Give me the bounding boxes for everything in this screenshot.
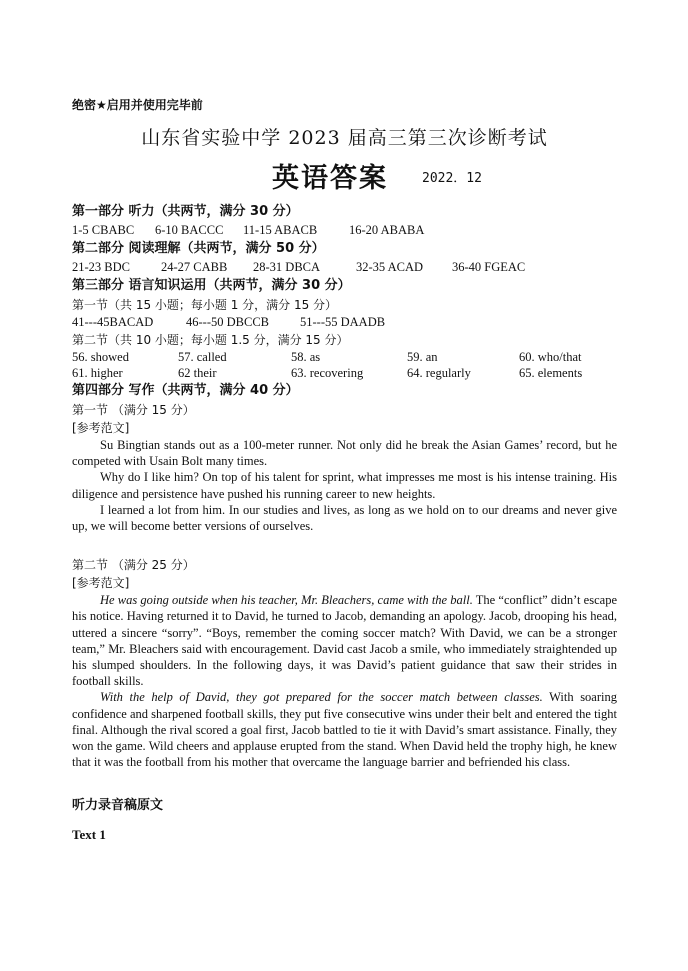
part1-answers [72,222,617,239]
school-exam-title: 山东省实验中学 2023 届高三第三次诊断考试 [141,127,548,149]
answer-group: 24-27 CABB [161,260,228,274]
essay1-paragraph: I learned a lot from him. In our studies and lives, as long as we hold on to our dreams and never give up, we will become better versions of ourselves. [72,502,617,534]
text1-label: Text 1 [72,827,106,843]
exam-date: 2022．12 [422,171,482,186]
part2-heading: 第二部分 阅读理解（共两节，满分 50 分） [72,241,325,256]
answer-group: 46---50 DBCCB [186,315,269,329]
answer-item: 57. called [178,350,227,364]
answer-document [72,96,617,843]
answer-group: 1-5 CBABC [72,223,135,237]
answer-group: 28-31 DBCA [253,260,321,274]
reference-essay-label: [参考范文] [72,576,130,591]
answer-group: 51---55 DAADB [300,315,386,329]
part4-heading: 第四部分 写作（共两节，满分 40 分） [72,383,299,398]
listening-transcript-heading: 听力录音稿原文 [72,798,164,814]
answer-item: 61. higher [72,366,123,380]
answer-group: 32-35 ACAD [356,260,424,274]
answer-group: 6-10 BACCC [155,223,224,237]
essay2-paragraph [72,592,617,689]
part3-section2-heading: 第二节（共 10 小题；每小题 1.5 分，满分 15 分） [72,333,349,347]
part3-heading: 第三部分 语言知识运用（共两节，满分 30 分） [72,278,351,293]
part4-section2-heading: 第二节 （满分 25 分） [72,558,195,573]
confidential-label: 绝密★启用并使用完毕前 [72,98,203,112]
part4-section1-heading: 第一节 （满分 15 分） [72,403,195,417]
answer-group: 36-40 FGEAC [452,260,526,274]
answer-item: 58. as [291,350,321,364]
part3-section1-heading: 第一节（共 15 小题；每小题 1 分，满分 15 分） [72,298,338,312]
answer-item: 60. who/that [519,350,582,364]
page-title: 英语答案 [272,163,388,194]
essay1-paragraph: Why do I like him? On top of his talent for sprint, what impresses me most is his intense training. His diligence and persistence have pushed his running career to new heights. [72,470,617,501]
answer-group: 41---45BACAD [72,315,154,329]
essay2-p2-body: With soaring confidence and sharpened football skills, they put five consecutive wins under their belt and entered the tight final. Although the rival scored a goal first, Jacob battled to tie it with David’s smart assistance. Finally, they won the game. Wild cheers and applause erupted from the stand. When David held the trophy high, he knew that it was the football from his mother that overcame the language barrier and befriended his class. [72,690,617,770]
part3-section2-answers [72,349,617,381]
essay2-p1-lead-sentence: He was going outside when his teacher, Mr. Bleachers, came with the ball. [100,593,473,608]
answer-item: 64. regularly [407,366,471,380]
reference-essay-label: [参考范文] [72,421,130,435]
spacer [72,534,617,556]
part1-heading: 第一部分 听力（共两节，满分 30 分） [72,204,299,219]
answer-item: 56. showed [72,350,129,364]
answer-group: 11-15 ABACB [243,223,318,237]
essay2-p1-body: The “conflict” didn’t escape his notice. Having returned it to David, he turned to Jacob, demanding an apology. Jacob, drooping his head, uttered a sincere “sorry”. “Boys, remember the coming soccer match? With David, we can be a stronger team,” Mr. Bleachers said with encouragement. David cast Jacob a smile, who immediately straightended up his slumped shoulders. In the following days, it was David’s patient guidance that saw their strides in football skills. [72,593,617,689]
title-row [72,156,617,196]
essay2-p2-lead-sentence: With the help of David, they got prepared for the soccer match between classes. [100,690,543,705]
essay1-paragraph: Su Bingtian stands out as a 100-meter runner. Not only did he break the Asian Games’ record, but he competed with Usain Bolt many times. [72,438,617,469]
part3-section1-answers [72,314,617,331]
essay2-paragraph [72,689,617,770]
answer-item: 59. an [407,350,438,364]
part2-answers [72,259,617,276]
answer-item: 65. elements [519,366,583,380]
answer-group: 16-20 ABABA [349,223,425,237]
answer-group: 21-23 BDC [72,260,130,274]
answer-item: 62 their [178,366,217,380]
answer-item: 63. recovering [291,366,364,380]
